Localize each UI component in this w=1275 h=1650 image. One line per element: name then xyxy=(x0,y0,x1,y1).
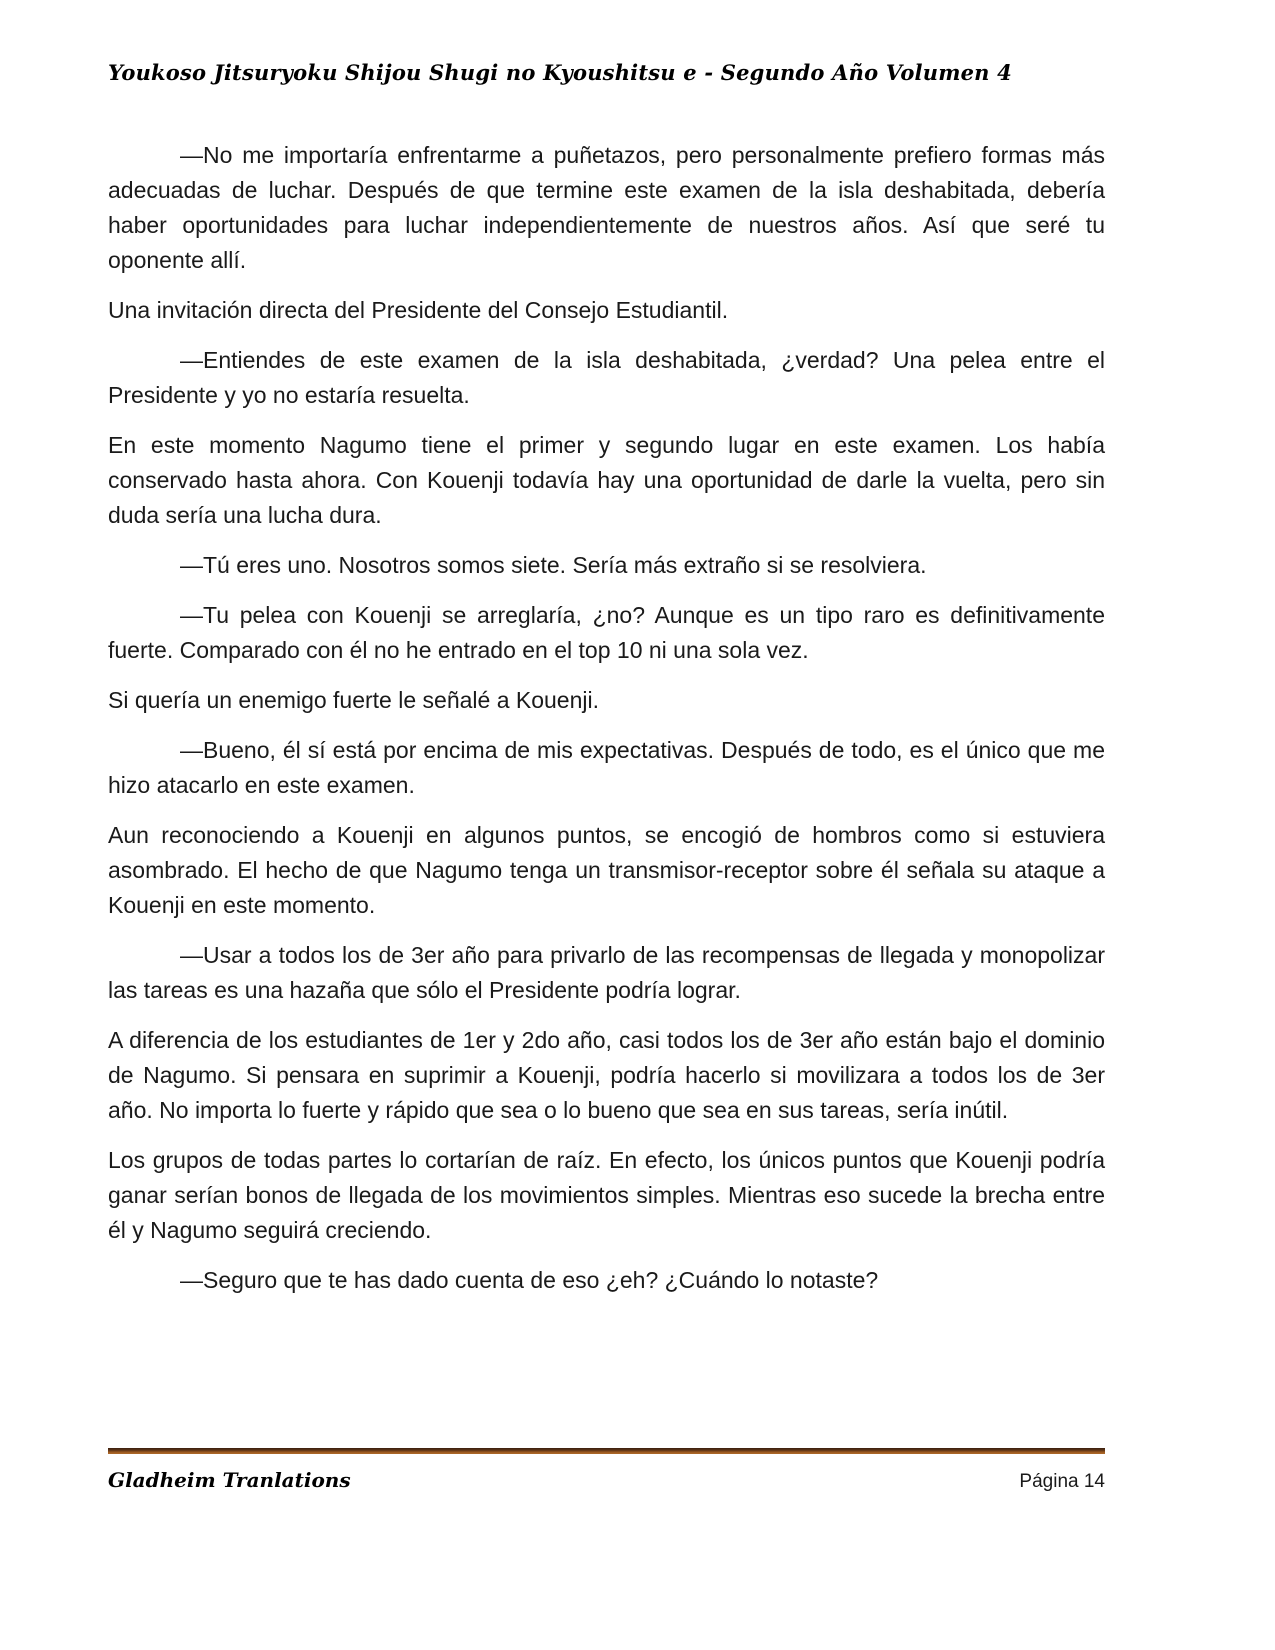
footer-divider xyxy=(108,1448,1105,1454)
page-header xyxy=(108,60,1105,85)
body-paragraphs xyxy=(108,138,1105,1313)
paragraph: A diferencia de los estudiantes de 1er y 2do año, casi todos los de 3er año están bajo el dominio de Nagumo. Si pensara en suprimir a Kouenji, podría hacerlo si movilizara a todos los de 3er año. No importa lo fuerte y rápido que sea o lo bueno que sea en sus tareas, sería inútil. xyxy=(108,1027,1105,1123)
paragraph: —No me importaría enfrentarme a puñetazos, pero personalmente prefiero formas más adecuadas de luchar. Después de que termine este examen de la isla deshabitada, debería haber oportunidades para luchar independientemente de nuestros años. Así que seré tu oponente allí. xyxy=(108,142,1105,273)
paragraph: —Tu pelea con Kouenji se arreglaría, ¿no? Aunque es un tipo raro es definitivamente fuerte. Comparado con él no he entrado en el top 10 ni una sola vez. xyxy=(108,602,1105,663)
footer-translator-credit: Gladheim Tranlations xyxy=(108,1468,351,1492)
paragraph: En este momento Nagumo tiene el primer y segundo lugar en este examen. Los había conservado hasta ahora. Con Kouenji todavía hay una oportunidad de darle la vuelta, pero sin duda sería una lucha dura. xyxy=(108,432,1105,528)
footer-page-number: Página 14 xyxy=(1019,1471,1105,1492)
paragraph: —Bueno, él sí está por encima de mis expectativas. Después de todo, es el único que me hizo atacarlo en este examen. xyxy=(108,737,1105,798)
page-footer xyxy=(108,1448,1105,1493)
paragraph: —Tú eres uno. Nosotros somos siete. Sería más extraño si se resolviera. xyxy=(180,552,927,578)
paragraph: Una invitación directa del Presidente del Consejo Estudiantil. xyxy=(108,297,729,323)
paragraph: —Usar a todos los de 3er año para privarlo de las recompensas de llegada y monopolizar las tareas es una hazaña que sólo el Presidente podría lograr. xyxy=(108,942,1105,1003)
footer-row xyxy=(108,1468,1105,1493)
paragraph: —Seguro que te has dado cuenta de eso ¿eh? ¿Cuándo lo notaste? xyxy=(180,1267,879,1293)
paragraph: Los grupos de todas partes lo cortarían de raíz. En efecto, los únicos puntos que Kouenji podría ganar serían bonos de llegada de los movimientos simples. Mientras eso sucede la brecha entre él y Nagumo seguirá creciendo. xyxy=(108,1147,1105,1243)
paragraph: Si quería un enemigo fuerte le señalé a Kouenji. xyxy=(108,687,599,713)
paragraph: Aun reconociendo a Kouenji en algunos puntos, se encogió de hombros como si estuviera asombrado. El hecho de que Nagumo tenga un transmisor-receptor sobre él señala su ataque a Kouenji en este momento. xyxy=(108,822,1105,918)
paragraph: —Entiendes de este examen de la isla deshabitada, ¿verdad? Una pelea entre el Presidente y yo no estaría resuelta. xyxy=(108,347,1105,408)
header-title: Youkoso Jitsuryoku Shijou Shugi no Kyoushitsu e - Segundo Año Volumen 4 xyxy=(108,60,1012,85)
